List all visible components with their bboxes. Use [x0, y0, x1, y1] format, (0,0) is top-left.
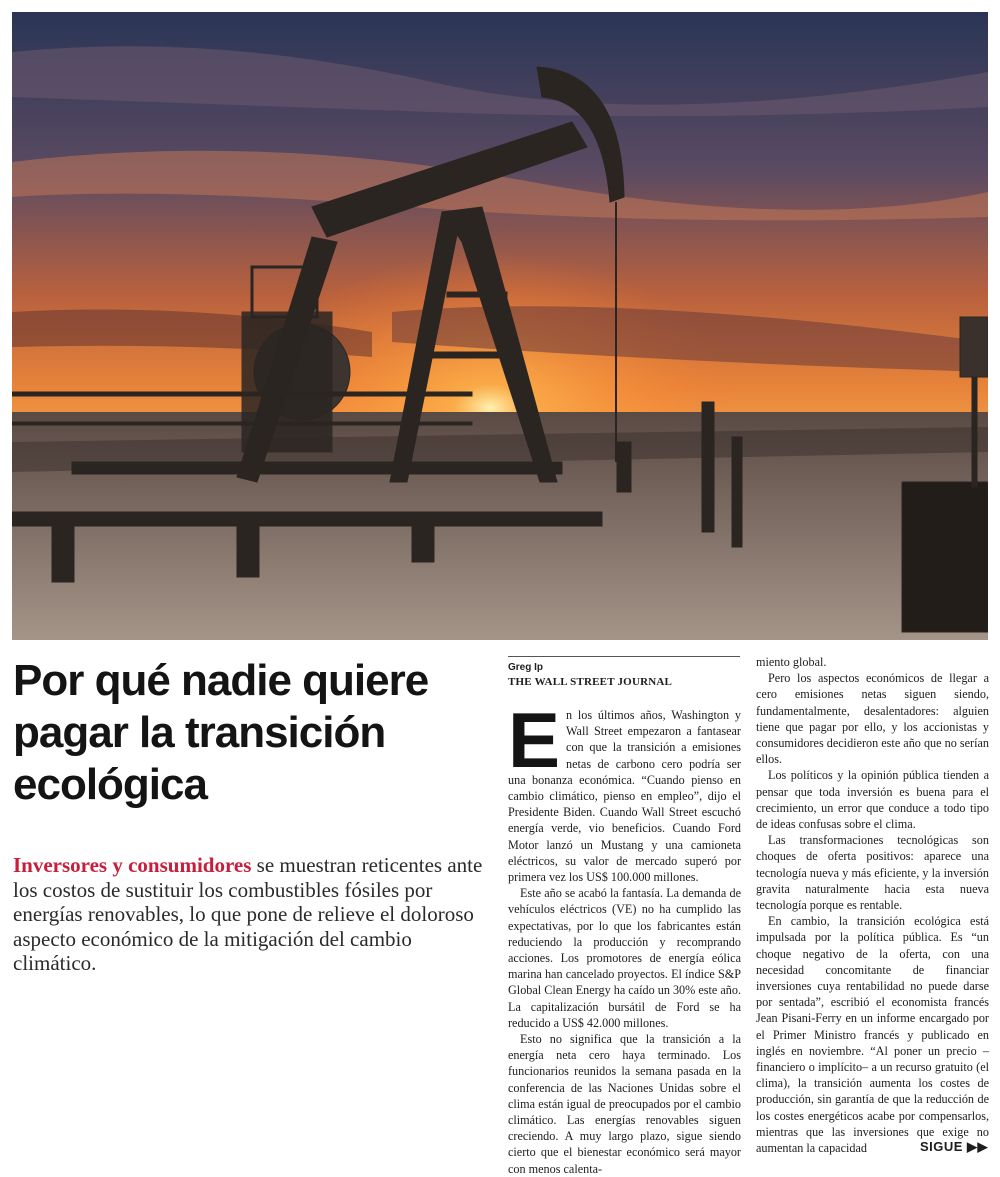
continue-marker: SIGUE ▶▶ [919, 1139, 988, 1154]
deck-text: se muestran reticentes ante los costos de sustituir los combustibles fósiles por energías renovables, lo que pone de relieve el doloroso aspecto económico de la mitigación del cambio climático. [13, 853, 483, 975]
article-paragraph: Los políticos y la opinión pública tienden a pensar que toda inversión es buena para el crecimiento, un error que conduce a todo tipo de ideas confusas sobre el clima. [756, 768, 989, 832]
article-paragraph: Este año se acabó la fantasía. La demanda de vehículos eléctricos (VE) no ha cumplido las expectativas, por lo que los fabricantes están reduciendo la producción y recomprando acciones. Los promotores de energía eólica marina han cancelado proyectos. El índice S&P Global Clean Energy ha caído un 30% este año. La capitalización bursátil de Ford se ha reducido a US$ 42.000 millones. [508, 886, 741, 1030]
headline: Por qué nadie quiere pagar la transición ecológica [13, 656, 429, 809]
article-paragraph: Esto no significa que la transición a la energía neta cero haya terminado. Los funcionarios reunidos la semana pasada en la conferencia de las Naciones Unidas sobre el clima están igual de preocupados por el cambio climático. Las energías renovables siguen creciendo. A muy largo plazo, sigue siendo cierto que el bienestar económico será mayor con menos calenta- [508, 1032, 741, 1176]
article-paragraph: Las transformaciones tecnológicas son choques de oferta positivos: aparece una tecnología nueva y más eficiente, y la inversión gravita naturalmente hacia esta nueva tecnología porque es rentable. [756, 833, 989, 913]
byline [508, 656, 740, 689]
oil-pumpjack-photo [12, 12, 988, 640]
article-paragraph: miento global. [756, 655, 827, 669]
article-column-1 [508, 696, 741, 1177]
drop-cap: E [508, 696, 561, 784]
byline-author: Greg Ip [508, 662, 544, 673]
article-column-2 [756, 654, 989, 1156]
article-paragraph: Pero los aspectos económicos de llegar a cero emisiones netas siguen siendo, fundamentalmente, desalentadores: alguien tiene que pagar por ello, y los accionistas y consumidores decidieron este año que no serían ellos. [756, 671, 989, 767]
deck-lead: Inversores y consumidores [13, 853, 252, 877]
deck-summary [13, 853, 485, 976]
article-paragraph: En cambio, la transición ecológica está impulsada por la política pública. Es “un choque negativo de la oferta, con una necesidad concomitante de financiar inversiones cuya rentabilidad no puede darse por sentada”, escribió el economista francés Jean Pisani-Ferry en un informe encargado por el Primer Ministro francés y publicado en inglés en noviembre. “Al poner un precio –financiero o implícito– a un recurso gratuito (el clima), la transición aumenta los costes de producción, sin garantía de que la reducción de los costes energéticos acabe por compensarlos, mientras que las inversiones que exige no aumentan la capacidad [756, 914, 989, 1156]
byline-publication: THE WALL STREET JOURNAL [508, 676, 673, 688]
article-paragraph: En los últimos años, Washington y Wall Street empezaron a fantasear con que la transición a emisiones netas de carbono cero podría ser una bonanza económica. “Cuando pienso en cambio climático, pienso en empleo”, dijo el Presidente Biden. Cuando Wall Street escuchó energía verde, vio beneficios. Cuando Ford Motor lanzó un Mustang y una camioneta eléctricos, su valor de mercado superó por primera vez los US$ 100.000 millones. [508, 696, 741, 885]
